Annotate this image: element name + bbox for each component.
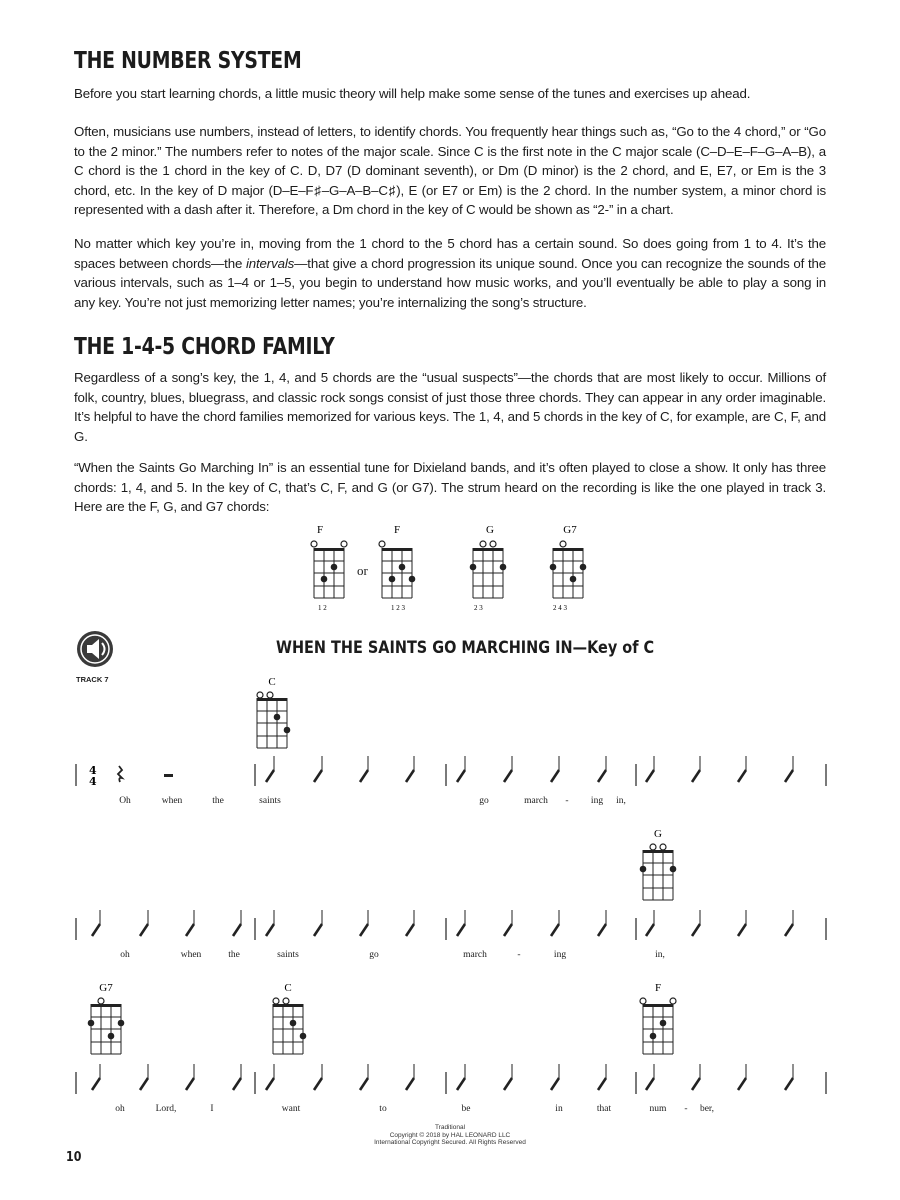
rhythm-slash bbox=[646, 770, 654, 782]
rhythm-slash bbox=[266, 924, 274, 936]
rhythm-slash bbox=[504, 770, 512, 782]
rhythm-slash bbox=[140, 924, 148, 936]
lyric-word: ing bbox=[553, 950, 567, 960]
rhythm-slash bbox=[738, 1078, 746, 1090]
chord-name: G bbox=[486, 524, 494, 536]
rhythm-slash bbox=[692, 1078, 700, 1090]
staff-chord-c2 bbox=[266, 980, 316, 1058]
rhythm-slash bbox=[504, 924, 512, 936]
lyric-word: - bbox=[517, 950, 521, 960]
chord-name: F bbox=[654, 982, 662, 994]
chord-name: G7 bbox=[563, 524, 577, 536]
lyric-word: when bbox=[180, 950, 202, 960]
lyric-word: saints bbox=[259, 796, 281, 806]
finger-numbers: 2 3 bbox=[474, 604, 483, 612]
staff-line-3 bbox=[0, 1064, 900, 1124]
staff-chord-c bbox=[250, 674, 300, 752]
lyric-word: ing bbox=[590, 796, 604, 806]
lyric-word: when bbox=[161, 796, 183, 806]
rhythm-slash bbox=[186, 1078, 194, 1090]
footer-rights: International Copyright Secured. All Rights Reserved bbox=[374, 1139, 526, 1146]
lyric-word: march bbox=[524, 796, 548, 806]
lyric-word: num bbox=[649, 1104, 667, 1114]
rhythm-slash bbox=[314, 1078, 322, 1090]
finger-numbers: 1 2 bbox=[318, 604, 327, 612]
rhythm-slash bbox=[646, 924, 654, 936]
song-title: WHEN THE SAINTS GO MARCHING IN—Key of C bbox=[276, 638, 655, 658]
lyric-word: saints bbox=[277, 950, 299, 960]
time-signature-top: 4 bbox=[89, 764, 97, 777]
lyric-word: in, bbox=[616, 796, 626, 806]
lyric-word: Oh bbox=[119, 796, 131, 806]
lyric-word: I bbox=[210, 1104, 214, 1114]
rhythm-slash bbox=[406, 1078, 414, 1090]
lyric-word: in, bbox=[655, 950, 665, 960]
lyric-word: to bbox=[379, 1104, 387, 1114]
finger-numbers: 2 4 3 bbox=[553, 604, 567, 612]
audio-track-icon[interactable] bbox=[76, 630, 114, 668]
lyric-word: - bbox=[684, 1104, 688, 1114]
chord-name: F bbox=[316, 524, 324, 536]
rhythm-slash bbox=[598, 1078, 606, 1090]
rhythm-slash bbox=[457, 1078, 465, 1090]
staff-line-1 bbox=[0, 756, 900, 816]
chord-name: G bbox=[654, 828, 662, 840]
lyric-word: be bbox=[461, 1104, 471, 1114]
rhythm-slash bbox=[457, 924, 465, 936]
footer-copyright: Copyright © 2018 by HAL LEONARD LLC bbox=[389, 1131, 511, 1139]
lyric-word: go bbox=[369, 950, 379, 960]
lyric-word: oh bbox=[115, 1104, 125, 1114]
lyric-word: the bbox=[212, 796, 224, 806]
lyric-word: the bbox=[228, 950, 240, 960]
rhythm-slash bbox=[598, 770, 606, 782]
finger-numbers: 1 2 3 bbox=[391, 604, 405, 612]
rhythm-slash bbox=[457, 770, 465, 782]
lyric-word: march bbox=[463, 950, 487, 960]
chord-name: C bbox=[268, 676, 276, 688]
rhythm-slash bbox=[266, 770, 274, 782]
rhythm-slash bbox=[551, 770, 559, 782]
page-number: 10 bbox=[66, 1150, 82, 1165]
copyright-footer bbox=[0, 1124, 900, 1147]
rhythm-slash bbox=[140, 1078, 148, 1090]
half-rest bbox=[164, 774, 173, 777]
quarter-rest bbox=[118, 766, 122, 782]
rhythm-slash bbox=[360, 924, 368, 936]
rhythm-slash bbox=[785, 924, 793, 936]
rhythm-slash bbox=[406, 924, 414, 936]
rhythm-slash bbox=[598, 924, 606, 936]
paragraph-numbers: Often, musicians use numbers, instead of letters, to identify chords. You frequently hear things such as, “Go to the 4 chord,” or “Go to the 2 minor.” The numbers refer to notes of the major scale. Since C is the first note in the C major scale (C–D–E–F–G–A–B), a C chord is the 1 chord in the key of C. D, D7 (D dominant seventh), or Dm (D minor) is the 2 chord, and E, E7, or Em is the 3 chord, etc. In the key of D major (D–E–F♯–G–A–B–C♯), E (or E7 or Em) is the 2 chord. In the number system, a minor chord is represented with a dash after it. Therefore, a Dm chord in the key of C would be shown as “2-” in a chart. bbox=[74, 124, 826, 218]
track-label: TRACK 7 bbox=[76, 675, 109, 684]
rhythm-slash bbox=[646, 1078, 654, 1090]
staff-chord-g bbox=[636, 826, 686, 904]
rhythm-slash bbox=[738, 770, 746, 782]
chord-name: C bbox=[284, 982, 292, 994]
staff-line-2 bbox=[0, 910, 900, 970]
rhythm-slash bbox=[692, 770, 700, 782]
lyric-word: in bbox=[555, 1104, 563, 1114]
rhythm-slash bbox=[504, 1078, 512, 1090]
rhythm-slash bbox=[266, 1078, 274, 1090]
section-title-chord-family: THE 1-4-5 CHORD FAMILY bbox=[74, 334, 335, 360]
staff-chord-f bbox=[636, 980, 686, 1058]
staff-chord-g7 bbox=[84, 980, 134, 1058]
lyric-word: - bbox=[565, 796, 569, 806]
rhythm-slash bbox=[314, 770, 322, 782]
lyric-word: ber, bbox=[699, 1104, 715, 1114]
rhythm-slash bbox=[314, 924, 322, 936]
chord-diagram-f-alt bbox=[372, 520, 432, 612]
lyric-word: oh bbox=[120, 950, 130, 960]
footer-credit: Traditional bbox=[434, 1124, 466, 1131]
paragraph-saints: “When the Saints Go Marching In” is an essential tune for Dixieland bands, and it’s often played to close a show. It only has three chords: 1, 4, and 5. In the key of C, that’s C, F, and G (or G7). The strum heard on the recording is like the one played in track 3. Here are the F, G, and G7 chords: bbox=[74, 460, 826, 515]
rhythm-slash bbox=[186, 924, 194, 936]
lyric-word: go bbox=[479, 796, 489, 806]
rhythm-slash bbox=[785, 1078, 793, 1090]
chord-name: G7 bbox=[99, 982, 113, 994]
rhythm-slash bbox=[551, 1078, 559, 1090]
section-title-number-system: THE NUMBER SYSTEM bbox=[74, 48, 302, 74]
chord-diagram-g7 bbox=[542, 520, 602, 612]
paragraph-usual-suspects: Regardless of a song’s key, the 1, 4, and 5 chords are the “usual suspects”—the chords that are most likely to occur. Millions of folk, country, blues, bluegrass, and classic rock songs consist of just those three chords. They can appear in any order imaginable. It’s helpful to have the chord families memorized for various keys. The 1, 4, and 5 chords in the key of C, for example, are C, F, and G. bbox=[74, 370, 826, 444]
rhythm-slash bbox=[785, 770, 793, 782]
chord-diagram-f bbox=[302, 520, 362, 612]
rhythm-slash bbox=[360, 1078, 368, 1090]
time-signature-bottom: 4 bbox=[89, 775, 97, 788]
paragraph-intro: Before you start learning chords, a little music theory will help make some sense of the tunes and exercises up ahead. bbox=[74, 86, 751, 101]
lyric-word: want bbox=[281, 1104, 301, 1114]
rhythm-slash bbox=[738, 924, 746, 936]
lyric-word: Lord, bbox=[155, 1104, 177, 1114]
lyric-word: that bbox=[596, 1104, 612, 1114]
chord-name: F bbox=[393, 524, 401, 536]
rhythm-slash bbox=[92, 924, 100, 936]
rhythm-slash bbox=[233, 1078, 241, 1090]
paragraph-intervals: No matter which key you’re in, moving from the 1 chord to the 5 chord has a certain sound. So does going from 1 to 4. It’s the spaces between chords—the intervals—that give a chord progression its unique sound. Once you can recognize the sounds of the various intervals, such as 1–4 or 1–5, you begin to understand how music works, and you’ll eventually be able to play a song in any key. You’re not just memorizing letter names; you’re internalizing the song’s structure. bbox=[74, 236, 827, 310]
chord-diagram-g bbox=[462, 520, 522, 612]
or-label: or bbox=[357, 563, 368, 578]
rhythm-slash bbox=[233, 924, 241, 936]
rhythm-slash bbox=[360, 770, 368, 782]
rhythm-slash bbox=[406, 770, 414, 782]
rhythm-slash bbox=[692, 924, 700, 936]
rhythm-slash bbox=[551, 924, 559, 936]
intervals-emphasis: intervals bbox=[245, 255, 295, 271]
rhythm-slash bbox=[92, 1078, 100, 1090]
